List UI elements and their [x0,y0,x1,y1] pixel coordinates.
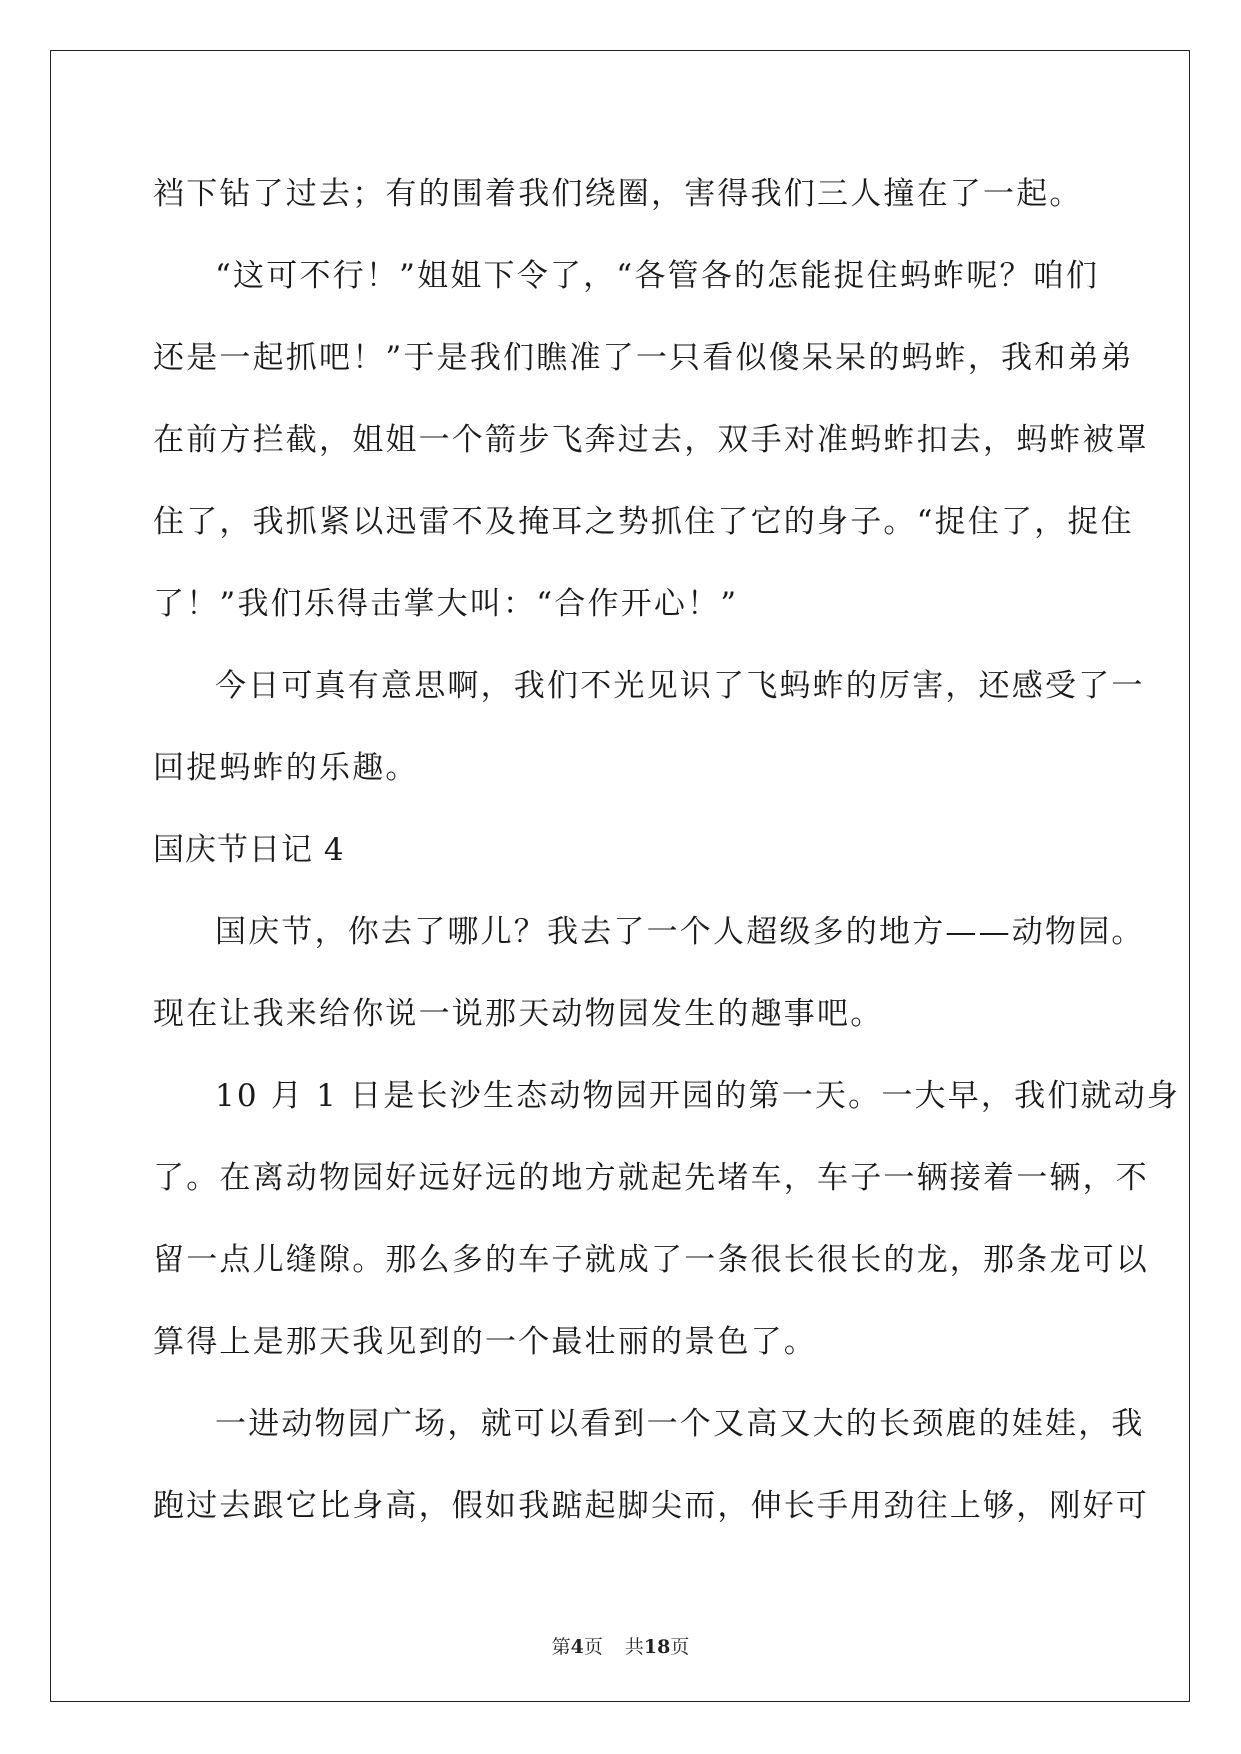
text-line: 住了，我抓紧以迅雷不及掩耳之势抓住了它的身子。“捉住了，捉住 [153,504,1134,540]
document-body [153,163,1181,1557]
text-line: 一进动物园广场，就可以看到一个又高又大的长颈鹿的娃娃，我 [215,1406,1145,1442]
text-line: 了。在离动物园好远好远的地方就起先堵车，车子一辆接着一辆，不 [153,1160,1149,1196]
section-heading: 国庆节日记 4 [153,832,345,868]
text-line: 在前方拦截，姐姐一个箭步飞奔过去，双手对准蚂蚱扣去，蚂蚱被罩 [153,422,1149,458]
text-line: 回捉蚂蚱的乐趣。 [153,750,419,786]
text-line: 了！”我们乐得击掌大叫：“合作开心！” [153,586,739,622]
text-line: 今日可真有意思啊，我们不光见识了飞蚂蚱的厉害，还感受了一 [215,668,1145,704]
text-line: 留一点儿缝隙。那么多的车子就成了一条很长很长的龙，那条龙可以 [153,1242,1149,1278]
text-line: 现在让我来给你说一说那天动物园发生的趣事吧。 [153,996,884,1032]
total-prefix: 共 [624,1636,644,1658]
text-line: 国庆节，你去了哪儿？我去了一个人超级多的地方——动物园。 [215,914,1145,950]
text-line: 跑过去跟它比身高，假如我踮起脚尖而，伸长手用劲往上够，刚好可 [153,1488,1149,1524]
page-footer [0,1632,1241,1659]
text-line: “这可不行！”姐姐下令了，“各管各的怎能捉住蚂蚱呢？咱们 [215,258,1100,294]
total-pages: 18 [643,1636,671,1658]
text-line: 10 月 1 日是长沙生态动物园开园的第一天。一大早，我们就动身 [215,1078,1181,1114]
text-line: 裆下钻了过去；有的围着我们绕圈，害得我们三人撞在了一起。 [153,176,1083,212]
page-number: 4 [570,1636,584,1658]
text-line: 还是一起抓吧！”于是我们瞧准了一只看似傻呆呆的蚂蚱，我和弟弟 [153,340,1134,376]
page-prefix: 第 [551,1636,571,1658]
total-suffix: 页 [670,1636,690,1658]
text-line: 算得上是那天我见到的一个最壮丽的景色了。 [153,1324,817,1360]
page-suffix: 页 [583,1636,603,1658]
